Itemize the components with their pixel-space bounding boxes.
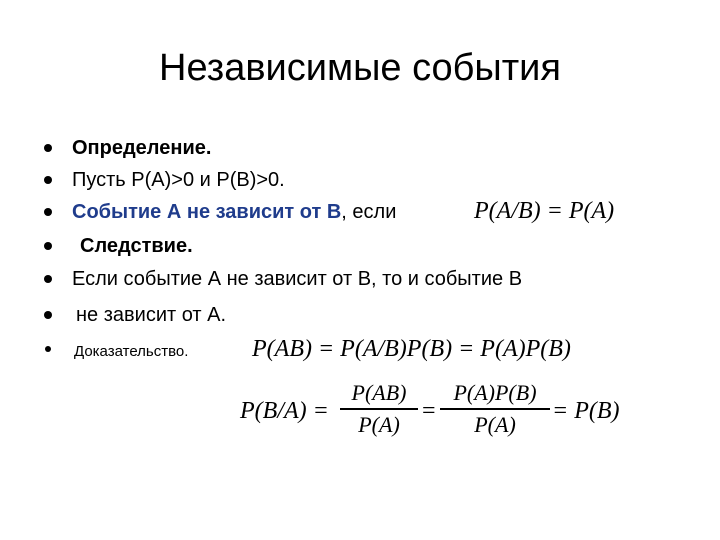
independence-formula: P(A/B) = P(A) [474, 198, 615, 224]
bullet-dot [45, 346, 51, 352]
fraction-1-numerator: P(AB) [351, 380, 407, 405]
proof-formula-line: P(AB) = P(A/B)P(B) = P(A)P(B) [252, 336, 571, 362]
fraction-2-denominator: P(A) [474, 411, 516, 437]
independence-text [72, 200, 396, 224]
bullet-dot [44, 275, 52, 283]
proof-lhs: P(B/A) = [240, 398, 329, 424]
fraction-2-bar [440, 408, 550, 410]
proof-rhs: = P(B) [552, 398, 620, 424]
bullet-dot [44, 176, 52, 184]
corollary-continued-text: не зависит от А. [76, 304, 226, 326]
bullet-dot [44, 144, 52, 152]
corollary-statement-text: Если событие А не зависит от В, то и событие В [72, 268, 523, 290]
independence-bold: Событие А не зависит от В [72, 201, 342, 223]
definition-heading: Определение. [72, 137, 212, 159]
fraction-2 [440, 380, 550, 438]
bullet-dot [44, 208, 52, 216]
fraction-2-numerator: P(A)P(B) [453, 380, 537, 405]
condition-text: Пусть P(A)>0 и P(B)>0. [72, 169, 285, 191]
proof-equals-1: = [422, 398, 436, 424]
slide-title: Независимые события [159, 47, 561, 89]
independence-suffix: , если [341, 201, 397, 223]
bullet-dot [44, 242, 52, 250]
corollary-heading: Следствие. [80, 235, 193, 257]
fraction-1-denominator: P(A) [358, 411, 400, 437]
proof-heading: Доказательство. [74, 343, 189, 360]
fraction-1 [340, 380, 418, 438]
fraction-1-bar [340, 408, 418, 410]
bullet-dot [44, 311, 52, 319]
